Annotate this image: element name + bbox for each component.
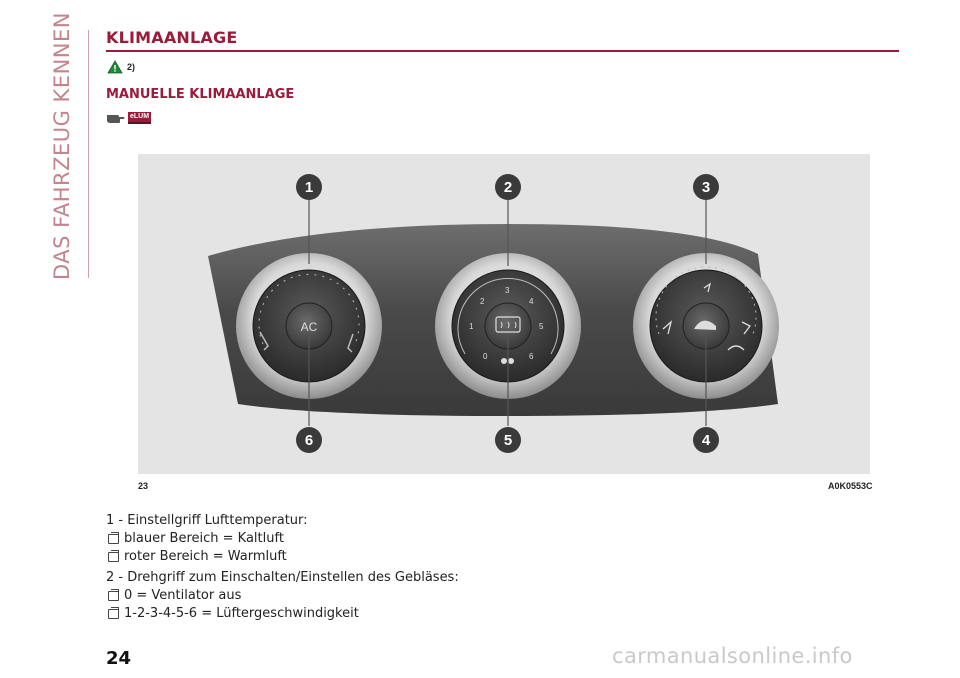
fan-scale-6: 6 <box>529 352 534 361</box>
chapter-rule <box>88 30 89 278</box>
fan-icon <box>501 358 507 364</box>
legend <box>106 512 459 623</box>
pointing-hand-icon <box>106 111 126 124</box>
chapter-title: DAS FAHRZEUG KENNEN <box>50 12 74 280</box>
svg-text:2: 2 <box>503 179 513 196</box>
checkbox-bullet-icon <box>108 534 119 544</box>
callout-2 <box>495 174 521 200</box>
fan-scale-5: 5 <box>539 322 544 331</box>
svg-text:3: 3 <box>701 179 711 196</box>
legend-lead-1: 1 - Einstellgriff Lufttemperatur: <box>106 513 308 528</box>
svg-text:4: 4 <box>701 432 711 449</box>
checkbox-bullet-icon <box>108 552 119 562</box>
fan-scale-4: 4 <box>529 297 534 306</box>
list-item: 1-2-3-4-5-6 = Lüftergeschwindigkeit <box>106 605 459 623</box>
svg-text:5: 5 <box>503 432 513 449</box>
callout-5 <box>495 427 521 453</box>
warning-triangle-icon <box>107 60 123 74</box>
callout-1 <box>296 174 322 200</box>
elum-reference <box>106 111 151 124</box>
section-title: KLIMAANLAGE <box>106 28 238 47</box>
ac-label: AC <box>300 320 318 334</box>
fan-scale-0: 0 <box>483 352 488 361</box>
watermark: carmanualsonline.info <box>612 644 853 668</box>
list-item: 0 = Ventilator aus <box>106 587 459 605</box>
section-rule <box>106 50 899 52</box>
callout-6 <box>296 427 322 453</box>
figure-number: 23 <box>138 481 149 491</box>
callout-4 <box>693 427 719 453</box>
figure-code: A0K0553C <box>828 481 873 491</box>
svg-text:1: 1 <box>304 179 314 196</box>
fan-scale-3: 3 <box>505 286 510 295</box>
list-item: blauer Bereich = Kaltluft <box>106 530 459 548</box>
svg-text:6: 6 <box>304 432 314 449</box>
warning-reference: 2) <box>127 62 136 72</box>
legend-lead-2: 2 - Drehgriff zum Einschalten/Einstellen des Gebläses: <box>106 570 459 585</box>
fan-scale-1: 1 <box>469 322 474 331</box>
warning-note <box>107 60 135 74</box>
list-item: roter Bereich = Warmluft <box>106 548 459 566</box>
climate-control-figure <box>138 154 870 474</box>
page-number: 24 <box>106 648 132 669</box>
callout-3 <box>693 174 719 200</box>
checkbox-bullet-icon <box>108 609 119 619</box>
subsection-title: MANUELLE KLIMAANLAGE <box>106 87 295 102</box>
elum-badge: eLUM <box>128 112 151 124</box>
checkbox-bullet-icon <box>108 591 119 601</box>
fan-scale-2: 2 <box>480 297 485 306</box>
